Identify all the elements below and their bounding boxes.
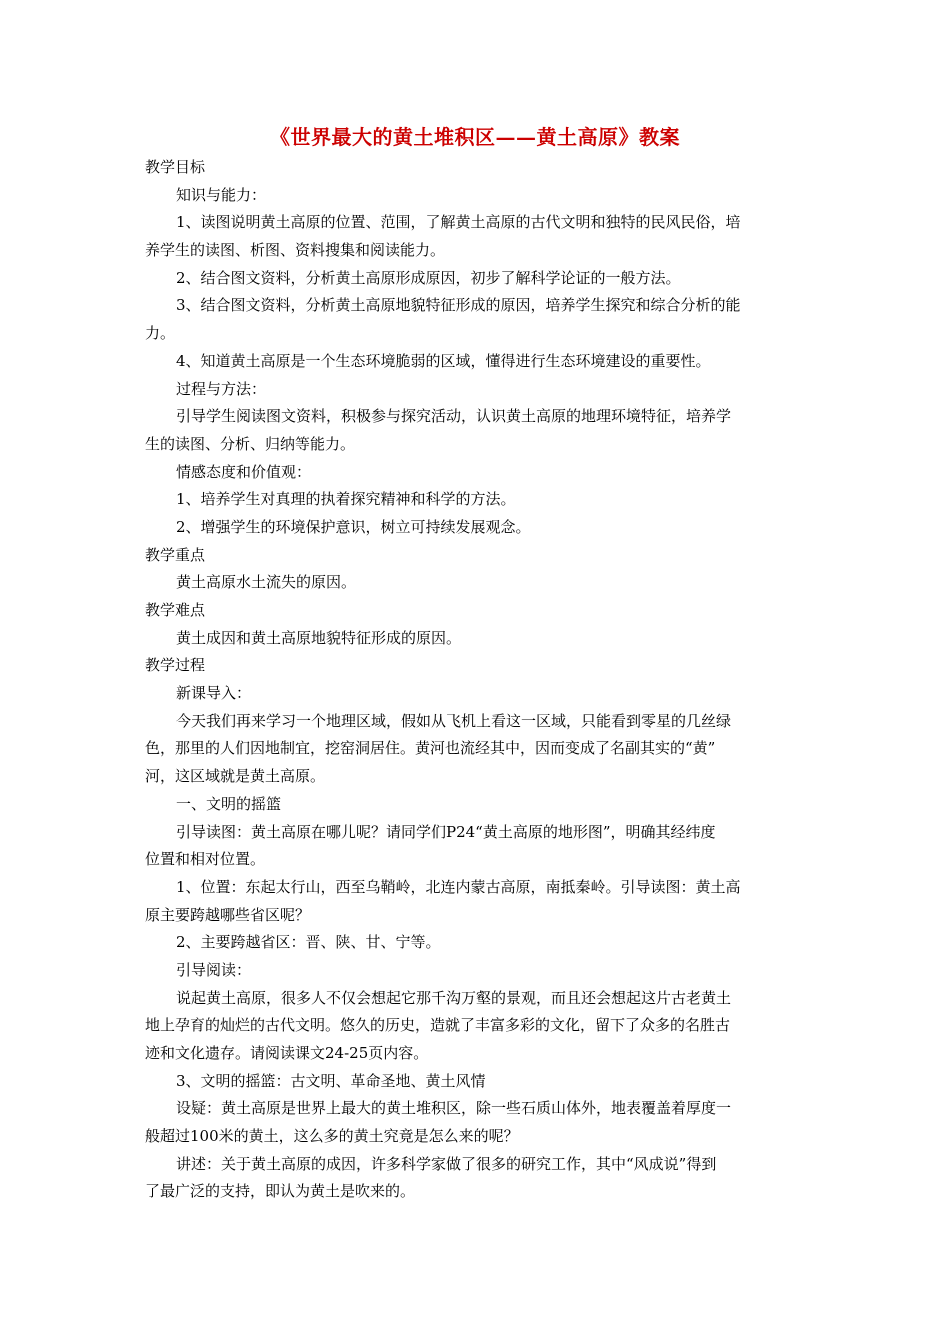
text-line: 教学过程 <box>145 656 206 675</box>
text-line: 色，那里的人们因地制宜，挖窑洞居住。黄河也流经其中，因而变成了名副其实的“黄” <box>145 739 716 758</box>
text-line: 知识与能力： <box>176 185 267 204</box>
text-line: 生的读图、分析、归纳等能力。 <box>145 434 356 453</box>
text-line: 4、知道黄土高原是一个生态环境脆弱的区域，懂得进行生态环境建设的重要性。 <box>176 351 711 370</box>
text-line: 1、读图说明黄土高原的位置、范围，了解黄土高原的古代文明和独特的民风民俗，培 <box>176 213 741 232</box>
text-line: 般超过100米的黄土，这么多的黄土究竟是怎么来的呢？ <box>145 1127 519 1146</box>
text-line: 引导学生阅读图文资料，积极参与探究活动，认识黄土高原的地理环境特征，培养学 <box>176 407 732 426</box>
text-line: 原主要跨越哪些省区呢？ <box>145 905 311 924</box>
text-line: 1、位置：东起太行山，西至乌鞘岭，北连内蒙古高原，南抵秦岭。引导读图：黄土高 <box>176 877 741 896</box>
text-line: 一、文明的摇篮 <box>176 794 282 813</box>
text-line: 黄土成因和黄土高原地貌特征形成的原因。 <box>176 628 462 647</box>
text-line: 3、结合图文资料，分析黄土高原地貌特征形成的原因，培养学生探究和综合分析的能 <box>176 296 741 315</box>
document-title: 《世界最大的黄土堆积区——黄土高原》教案 <box>270 125 680 149</box>
text-line: 教学目标 <box>145 158 206 176</box>
text-line: 说起黄土高原，很多人不仅会想起它那千沟万壑的景观，而且还会想起这片古老黄土 <box>176 988 732 1007</box>
text-line: 3、文明的摇篮：古文明、革命圣地、黄土风情 <box>176 1071 486 1090</box>
text-line: 今天我们再来学习一个地理区域，假如从飞机上看这一区域，只能看到零星的几丝绿 <box>176 711 732 730</box>
text-line: 新课导入： <box>176 684 252 703</box>
text-line: 迹和文化遗存。请阅读课文24-25页内容。 <box>145 1044 429 1062</box>
document-body <box>145 154 810 1206</box>
text-line: 讲述：关于黄土高原的成因，许多科学家做了很多的研究工作，其中“风成说”得到 <box>176 1154 717 1173</box>
text-line: 引导读图：黄土高原在哪儿呢？请同学们P24“黄土高原的地形图”，明确其经纬度 <box>176 822 716 841</box>
text-line: 设疑：黄土高原是世界上最大的黄土堆积区，除一些石质山体外，地表覆盖着厚度一 <box>176 1099 732 1118</box>
text-line: 力。 <box>145 324 176 343</box>
text-line: 养学生的读图、析图、资料搜集和阅读能力。 <box>145 241 446 260</box>
text-line: 1、培养学生对真理的执着探究精神和科学的方法。 <box>176 490 516 509</box>
text-line: 2、增强学生的环境保护意识，树立可持续发展观念。 <box>176 517 531 536</box>
text-line: 2、主要跨越省区：晋、陕、甘、宁等。 <box>176 933 441 952</box>
text-line: 教学难点 <box>145 601 206 619</box>
text-line: 情感态度和价值观： <box>176 462 312 481</box>
text-line: 引导阅读： <box>176 960 252 979</box>
text-line: 2、结合图文资料，分析黄土高原形成原因，初步了解科学论证的一般方法。 <box>176 268 681 287</box>
text-line: 教学重点 <box>145 545 206 564</box>
text-line: 河，这区域就是黄土高原。 <box>145 767 326 786</box>
text-line: 过程与方法： <box>176 379 267 398</box>
text-line: 黄土高原水土流失的原因。 <box>176 573 357 592</box>
text-line: 位置和相对位置。 <box>145 850 266 869</box>
text-line: 了最广泛的支持，即认为黄土是吹来的。 <box>145 1182 416 1201</box>
text-line: 地上孕育的灿烂的古代文明。悠久的历史，造就了丰富多彩的文化，留下了众多的名胜古 <box>145 1016 731 1035</box>
